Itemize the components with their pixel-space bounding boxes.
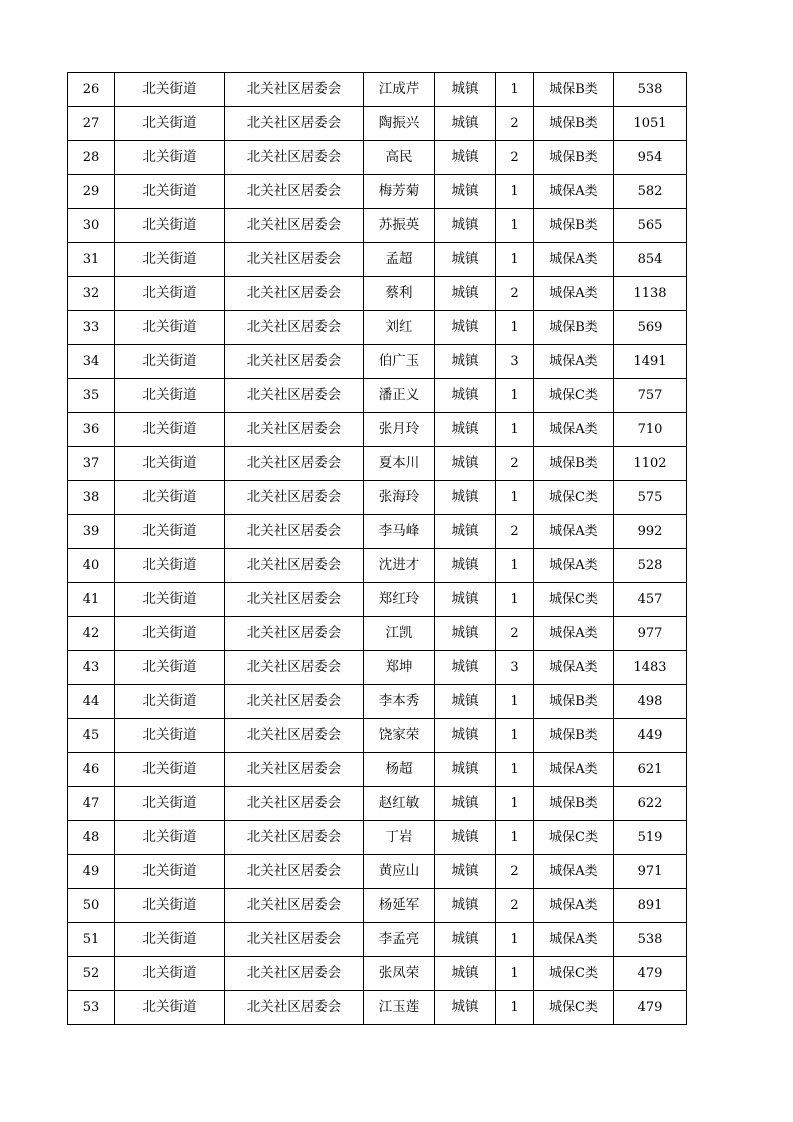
amount-cell: 519: [614, 821, 687, 855]
row-number-cell: 33: [68, 311, 115, 345]
insurance-category-cell: 城保C类: [534, 821, 614, 855]
residence-type-cell: 城镇: [435, 787, 496, 821]
residence-type-cell: 城镇: [435, 447, 496, 481]
amount-cell: 1483: [614, 651, 687, 685]
residence-type-cell: 城镇: [435, 413, 496, 447]
table-row: [68, 889, 687, 923]
person-name-cell: 江成芹: [364, 73, 435, 107]
street-cell: 北关街道: [115, 515, 225, 549]
person-name-cell: 张月玲: [364, 413, 435, 447]
row-number-cell: 47: [68, 787, 115, 821]
amount-cell: 479: [614, 991, 687, 1025]
street-cell: 北关街道: [115, 107, 225, 141]
person-name-cell: 郑红玲: [364, 583, 435, 617]
amount-cell: 479: [614, 957, 687, 991]
insurance-category-cell: 城保C类: [534, 957, 614, 991]
amount-cell: 954: [614, 141, 687, 175]
insurance-category-cell: 城保C类: [534, 481, 614, 515]
street-cell: 北关街道: [115, 583, 225, 617]
insurance-category-cell: 城保A类: [534, 515, 614, 549]
household-count-cell: 2: [496, 855, 534, 889]
street-cell: 北关街道: [115, 855, 225, 889]
insurance-category-cell: 城保A类: [534, 345, 614, 379]
insurance-category-cell: 城保A类: [534, 413, 614, 447]
person-name-cell: 刘红: [364, 311, 435, 345]
household-count-cell: 1: [496, 481, 534, 515]
row-number-cell: 44: [68, 685, 115, 719]
amount-cell: 457: [614, 583, 687, 617]
street-cell: 北关街道: [115, 209, 225, 243]
table-row: [68, 719, 687, 753]
committee-cell: 北关社区居委会: [225, 515, 364, 549]
residence-type-cell: 城镇: [435, 379, 496, 413]
person-name-cell: 梅芳菊: [364, 175, 435, 209]
row-number-cell: 53: [68, 991, 115, 1025]
table-row: [68, 107, 687, 141]
household-count-cell: 1: [496, 957, 534, 991]
residence-type-cell: 城镇: [435, 923, 496, 957]
street-cell: 北关街道: [115, 379, 225, 413]
insurance-category-cell: 城保B类: [534, 107, 614, 141]
row-number-cell: 40: [68, 549, 115, 583]
street-cell: 北关街道: [115, 73, 225, 107]
street-cell: 北关街道: [115, 991, 225, 1025]
household-count-cell: 1: [496, 923, 534, 957]
person-name-cell: 赵红敏: [364, 787, 435, 821]
person-name-cell: 苏振英: [364, 209, 435, 243]
insurance-category-cell: 城保A类: [534, 175, 614, 209]
street-cell: 北关街道: [115, 957, 225, 991]
street-cell: 北关街道: [115, 719, 225, 753]
row-number-cell: 46: [68, 753, 115, 787]
committee-cell: 北关社区居委会: [225, 991, 364, 1025]
amount-cell: 1051: [614, 107, 687, 141]
table-row: [68, 243, 687, 277]
person-name-cell: 蔡利: [364, 277, 435, 311]
household-count-cell: 1: [496, 175, 534, 209]
amount-cell: 538: [614, 73, 687, 107]
residence-type-cell: 城镇: [435, 345, 496, 379]
committee-cell: 北关社区居委会: [225, 923, 364, 957]
street-cell: 北关街道: [115, 345, 225, 379]
insurance-category-cell: 城保A类: [534, 651, 614, 685]
committee-cell: 北关社区居委会: [225, 753, 364, 787]
residence-type-cell: 城镇: [435, 277, 496, 311]
table-row: [68, 209, 687, 243]
amount-cell: 1491: [614, 345, 687, 379]
table-row: [68, 515, 687, 549]
street-cell: 北关街道: [115, 685, 225, 719]
table-row: [68, 923, 687, 957]
row-number-cell: 28: [68, 141, 115, 175]
row-number-cell: 50: [68, 889, 115, 923]
household-count-cell: 1: [496, 413, 534, 447]
residence-type-cell: 城镇: [435, 957, 496, 991]
amount-cell: 710: [614, 413, 687, 447]
committee-cell: 北关社区居委会: [225, 719, 364, 753]
row-number-cell: 41: [68, 583, 115, 617]
household-count-cell: 2: [496, 889, 534, 923]
household-count-cell: 1: [496, 549, 534, 583]
table-row: [68, 345, 687, 379]
residence-type-cell: 城镇: [435, 719, 496, 753]
amount-cell: 498: [614, 685, 687, 719]
household-count-cell: 2: [496, 141, 534, 175]
amount-cell: 449: [614, 719, 687, 753]
insurance-category-cell: 城保A类: [534, 617, 614, 651]
residence-type-cell: 城镇: [435, 651, 496, 685]
committee-cell: 北关社区居委会: [225, 209, 364, 243]
amount-cell: 565: [614, 209, 687, 243]
committee-cell: 北关社区居委会: [225, 855, 364, 889]
person-name-cell: 李马峰: [364, 515, 435, 549]
person-name-cell: 丁岩: [364, 821, 435, 855]
table-row: [68, 277, 687, 311]
committee-cell: 北关社区居委会: [225, 549, 364, 583]
person-name-cell: 黄应山: [364, 855, 435, 889]
residence-type-cell: 城镇: [435, 481, 496, 515]
row-number-cell: 32: [68, 277, 115, 311]
insurance-category-cell: 城保B类: [534, 787, 614, 821]
amount-cell: 891: [614, 889, 687, 923]
street-cell: 北关街道: [115, 549, 225, 583]
insurance-category-cell: 城保B类: [534, 73, 614, 107]
insurance-category-cell: 城保A类: [534, 753, 614, 787]
table-row: [68, 447, 687, 481]
insurance-category-cell: 城保A类: [534, 277, 614, 311]
row-number-cell: 27: [68, 107, 115, 141]
insurance-category-cell: 城保A类: [534, 855, 614, 889]
residence-type-cell: 城镇: [435, 107, 496, 141]
street-cell: 北关街道: [115, 889, 225, 923]
household-count-cell: 2: [496, 107, 534, 141]
residence-type-cell: 城镇: [435, 991, 496, 1025]
table-row: [68, 175, 687, 209]
residence-type-cell: 城镇: [435, 209, 496, 243]
street-cell: 北关街道: [115, 787, 225, 821]
amount-cell: 854: [614, 243, 687, 277]
row-number-cell: 34: [68, 345, 115, 379]
person-name-cell: 沈进才: [364, 549, 435, 583]
amount-cell: 528: [614, 549, 687, 583]
amount-cell: 1138: [614, 277, 687, 311]
household-count-cell: 1: [496, 685, 534, 719]
table-row: [68, 753, 687, 787]
household-count-cell: 1: [496, 311, 534, 345]
table-row: [68, 957, 687, 991]
insurance-category-cell: 城保A类: [534, 923, 614, 957]
residence-type-cell: 城镇: [435, 243, 496, 277]
committee-cell: 北关社区居委会: [225, 413, 364, 447]
household-count-cell: 1: [496, 991, 534, 1025]
insurance-category-cell: 城保A类: [534, 243, 614, 277]
row-number-cell: 51: [68, 923, 115, 957]
committee-cell: 北关社区居委会: [225, 243, 364, 277]
amount-cell: 569: [614, 311, 687, 345]
row-number-cell: 30: [68, 209, 115, 243]
household-count-cell: 2: [496, 277, 534, 311]
table-row: [68, 549, 687, 583]
amount-cell: 575: [614, 481, 687, 515]
table-row: [68, 651, 687, 685]
committee-cell: 北关社区居委会: [225, 107, 364, 141]
person-name-cell: 杨延军: [364, 889, 435, 923]
residence-type-cell: 城镇: [435, 685, 496, 719]
amount-cell: 757: [614, 379, 687, 413]
person-name-cell: 饶家荣: [364, 719, 435, 753]
residence-type-cell: 城镇: [435, 549, 496, 583]
table-row: [68, 583, 687, 617]
table-row: [68, 413, 687, 447]
street-cell: 北关街道: [115, 617, 225, 651]
committee-cell: 北关社区居委会: [225, 379, 364, 413]
committee-cell: 北关社区居委会: [225, 311, 364, 345]
insurance-category-cell: 城保C类: [534, 991, 614, 1025]
residence-type-cell: 城镇: [435, 311, 496, 345]
row-number-cell: 39: [68, 515, 115, 549]
household-count-cell: 1: [496, 787, 534, 821]
table-row: [68, 311, 687, 345]
row-number-cell: 36: [68, 413, 115, 447]
row-number-cell: 38: [68, 481, 115, 515]
amount-cell: 977: [614, 617, 687, 651]
committee-cell: 北关社区居委会: [225, 821, 364, 855]
street-cell: 北关街道: [115, 923, 225, 957]
table-row: [68, 685, 687, 719]
row-number-cell: 43: [68, 651, 115, 685]
table-row: [68, 821, 687, 855]
household-count-cell: 3: [496, 651, 534, 685]
street-cell: 北关街道: [115, 481, 225, 515]
committee-cell: 北关社区居委会: [225, 141, 364, 175]
household-count-cell: 1: [496, 583, 534, 617]
row-number-cell: 35: [68, 379, 115, 413]
insurance-category-cell: 城保B类: [534, 719, 614, 753]
person-name-cell: 江玉莲: [364, 991, 435, 1025]
residence-type-cell: 城镇: [435, 141, 496, 175]
street-cell: 北关街道: [115, 447, 225, 481]
household-count-cell: 2: [496, 447, 534, 481]
person-name-cell: 张海玲: [364, 481, 435, 515]
committee-cell: 北关社区居委会: [225, 583, 364, 617]
street-cell: 北关街道: [115, 753, 225, 787]
committee-cell: 北关社区居委会: [225, 889, 364, 923]
person-name-cell: 张凤荣: [364, 957, 435, 991]
row-number-cell: 49: [68, 855, 115, 889]
household-count-cell: 1: [496, 379, 534, 413]
committee-cell: 北关社区居委会: [225, 651, 364, 685]
street-cell: 北关街道: [115, 141, 225, 175]
roster-table: [67, 72, 687, 1025]
amount-cell: 582: [614, 175, 687, 209]
household-count-cell: 1: [496, 719, 534, 753]
committee-cell: 北关社区居委会: [225, 685, 364, 719]
person-name-cell: 郑坤: [364, 651, 435, 685]
table-row: [68, 617, 687, 651]
committee-cell: 北关社区居委会: [225, 73, 364, 107]
residence-type-cell: 城镇: [435, 889, 496, 923]
row-number-cell: 37: [68, 447, 115, 481]
row-number-cell: 42: [68, 617, 115, 651]
household-count-cell: 2: [496, 515, 534, 549]
amount-cell: 621: [614, 753, 687, 787]
residence-type-cell: 城镇: [435, 175, 496, 209]
row-number-cell: 45: [68, 719, 115, 753]
person-name-cell: 江凯: [364, 617, 435, 651]
residence-type-cell: 城镇: [435, 617, 496, 651]
household-count-cell: 1: [496, 209, 534, 243]
committee-cell: 北关社区居委会: [225, 175, 364, 209]
committee-cell: 北关社区居委会: [225, 447, 364, 481]
residence-type-cell: 城镇: [435, 753, 496, 787]
committee-cell: 北关社区居委会: [225, 787, 364, 821]
household-count-cell: 1: [496, 821, 534, 855]
table-row: [68, 73, 687, 107]
person-name-cell: 孟超: [364, 243, 435, 277]
street-cell: 北关街道: [115, 311, 225, 345]
row-number-cell: 29: [68, 175, 115, 209]
insurance-category-cell: 城保B类: [534, 447, 614, 481]
street-cell: 北关街道: [115, 651, 225, 685]
table-row: [68, 787, 687, 821]
street-cell: 北关街道: [115, 243, 225, 277]
amount-cell: 1102: [614, 447, 687, 481]
insurance-category-cell: 城保C类: [534, 583, 614, 617]
committee-cell: 北关社区居委会: [225, 617, 364, 651]
residence-type-cell: 城镇: [435, 73, 496, 107]
household-count-cell: 1: [496, 753, 534, 787]
person-name-cell: 潘正义: [364, 379, 435, 413]
insurance-category-cell: 城保B类: [534, 311, 614, 345]
insurance-category-cell: 城保B类: [534, 141, 614, 175]
row-number-cell: 26: [68, 73, 115, 107]
amount-cell: 992: [614, 515, 687, 549]
street-cell: 北关街道: [115, 277, 225, 311]
residence-type-cell: 城镇: [435, 821, 496, 855]
table-row: [68, 379, 687, 413]
amount-cell: 538: [614, 923, 687, 957]
committee-cell: 北关社区居委会: [225, 481, 364, 515]
table-row: [68, 855, 687, 889]
residence-type-cell: 城镇: [435, 515, 496, 549]
household-count-cell: 1: [496, 73, 534, 107]
committee-cell: 北关社区居委会: [225, 277, 364, 311]
person-name-cell: 李孟亮: [364, 923, 435, 957]
insurance-category-cell: 城保C类: [534, 379, 614, 413]
amount-cell: 971: [614, 855, 687, 889]
person-name-cell: 伯广玉: [364, 345, 435, 379]
table-row: [68, 481, 687, 515]
row-number-cell: 31: [68, 243, 115, 277]
amount-cell: 622: [614, 787, 687, 821]
person-name-cell: 杨超: [364, 753, 435, 787]
committee-cell: 北关社区居委会: [225, 345, 364, 379]
insurance-category-cell: 城保A类: [534, 549, 614, 583]
residence-type-cell: 城镇: [435, 855, 496, 889]
insurance-category-cell: 城保A类: [534, 889, 614, 923]
roster-body: [68, 73, 687, 1025]
street-cell: 北关街道: [115, 175, 225, 209]
person-name-cell: 高民: [364, 141, 435, 175]
table-row: [68, 141, 687, 175]
household-count-cell: 1: [496, 243, 534, 277]
table-row: [68, 991, 687, 1025]
insurance-category-cell: 城保B类: [534, 209, 614, 243]
residence-type-cell: 城镇: [435, 583, 496, 617]
household-count-cell: 2: [496, 617, 534, 651]
person-name-cell: 李本秀: [364, 685, 435, 719]
person-name-cell: 陶振兴: [364, 107, 435, 141]
committee-cell: 北关社区居委会: [225, 957, 364, 991]
street-cell: 北关街道: [115, 821, 225, 855]
street-cell: 北关街道: [115, 413, 225, 447]
row-number-cell: 52: [68, 957, 115, 991]
household-count-cell: 3: [496, 345, 534, 379]
insurance-category-cell: 城保B类: [534, 685, 614, 719]
row-number-cell: 48: [68, 821, 115, 855]
person-name-cell: 夏本川: [364, 447, 435, 481]
